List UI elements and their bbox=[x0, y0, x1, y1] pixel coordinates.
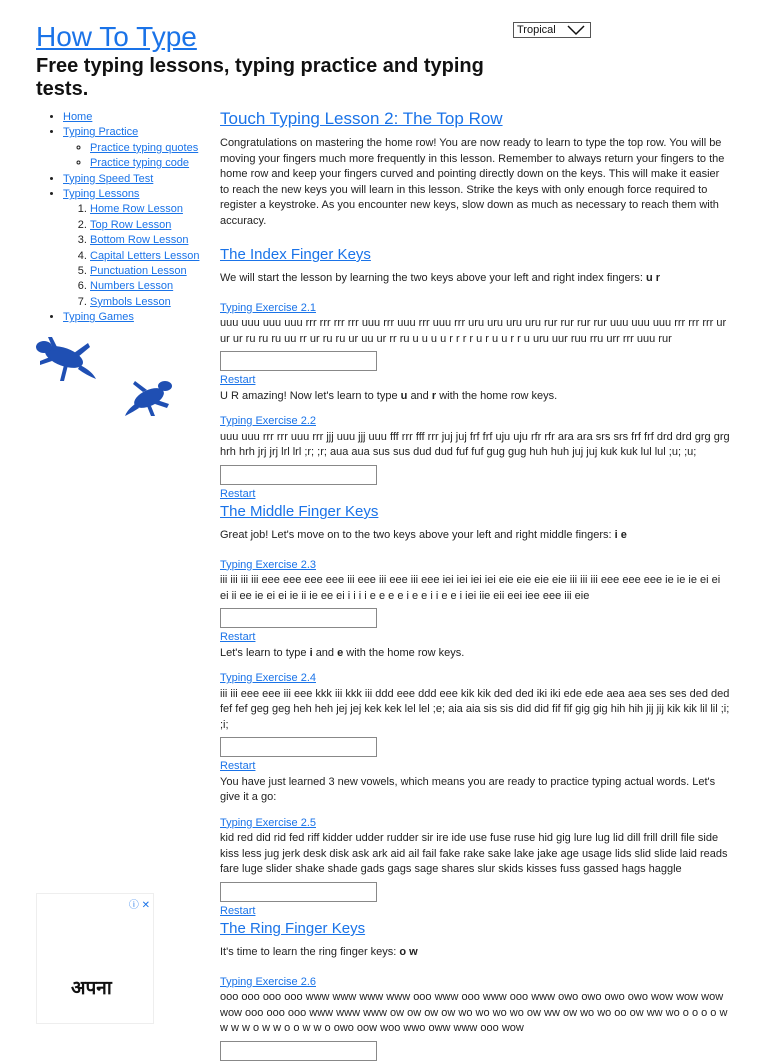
site-title bbox=[36, 20, 197, 54]
instruction-suffix: with the home row keys. bbox=[439, 389, 558, 402]
lesson-intro: Congratulations on mastering the home row! You are now ready to learn to type the top row. You will be moving your fingers much more frequently in this lesson. Remember to always return your fingers to the home row and keep your fingers curved and pointing directly down on the keys. This will make it easier to reach the new keys you will learn in this lesson. Strike the keys with only enough force required to register a keystroke. As you encounter new keys, slow down as much as necessary to reach them with accuracy. bbox=[220, 137, 725, 227]
words-intro: You have just learned 3 new vowels, which means you are ready to practice typing actual words. Let's give it a go: bbox=[220, 775, 716, 803]
nav-item-lesson bbox=[90, 233, 211, 248]
nav-link-games[interactable]: Typing Games bbox=[63, 311, 134, 324]
exercise-link-2-3[interactable]: Typing Exercise 2.3 bbox=[220, 558, 316, 571]
nav-item-code bbox=[90, 156, 211, 171]
nav-item-lesson bbox=[90, 202, 211, 217]
section-intro-middle bbox=[220, 528, 730, 544]
nav-item-lesson bbox=[90, 264, 211, 279]
nav-item-lesson bbox=[90, 249, 211, 264]
section-link-index[interactable]: The Index Finger Keys bbox=[220, 246, 371, 263]
theme-select-value: Tropical bbox=[517, 24, 556, 36]
typing-input-2-2[interactable] bbox=[220, 465, 377, 485]
nav-link-lesson[interactable]: Capital Letters Lesson bbox=[90, 249, 200, 262]
nav-link-lesson[interactable]: Top Row Lesson bbox=[90, 218, 172, 231]
key-label: i bbox=[309, 646, 313, 659]
lesson-title-link[interactable]: Touch Typing Lesson 2: The Top Row bbox=[220, 109, 503, 128]
instruction-prefix: U R amazing! Now let's learn to type bbox=[220, 389, 398, 402]
nav-link-lesson[interactable]: Numbers Lesson bbox=[90, 280, 174, 293]
nav-link-speed-test[interactable]: Typing Speed Test bbox=[63, 172, 154, 185]
nav-item-lesson bbox=[90, 295, 211, 310]
nav-item-games bbox=[63, 310, 211, 325]
exercise-link-2-6[interactable]: Typing Exercise 2.6 bbox=[220, 975, 316, 988]
nav-item-quotes bbox=[90, 141, 211, 156]
section-heading-ring bbox=[220, 919, 730, 939]
nav-link-lesson[interactable]: Home Row Lesson bbox=[90, 203, 183, 216]
exercise-link-2-1[interactable]: Typing Exercise 2.1 bbox=[220, 301, 316, 314]
ad-banner[interactable] bbox=[36, 893, 154, 1024]
instruction-and: and bbox=[315, 646, 335, 659]
gecko-icon bbox=[123, 378, 175, 418]
instruction-text bbox=[220, 389, 730, 405]
nav-item-speed-test bbox=[63, 172, 211, 187]
section-link-middle[interactable]: The Middle Finger Keys bbox=[220, 503, 379, 520]
nav-sublist-practice bbox=[63, 141, 211, 172]
section-intro-index bbox=[220, 271, 730, 287]
exercise-text-2-4: iii iii eee eee iii eee kkk iii kkk iii ddd eee ddd eee kik kik ded ded iki iki ede ede aea aea ses ses ded ded fef fef geg geg heh heh jej jej kek kek lel lel ;e; aia aia sis sis did did fif fif gig gig hih hih jij jij kik kik lil lil ;i; ;i; bbox=[220, 687, 730, 731]
instruction-suffix: with the home row keys. bbox=[346, 646, 465, 659]
chevron-down-icon bbox=[566, 23, 586, 41]
tagline: Free typing lessons, typing practice and typing tests. bbox=[36, 55, 484, 100]
nav-lesson-list bbox=[63, 202, 211, 310]
exercise-text-2-2: uuu uuu rrr rrr uuu rrr jjj uuu jjj uuu fff rrr fff rrr juj juj frf frf uju uju rfr rfr ara ara srs srs frf frf drd drd grg grg hrh hrh jrj jrj lrl lrl ;r; ;r; aua aua sus sus dud dud fuf fuf gug gug huh huh juj juj kuk kuk lul lul ;u; ;u; bbox=[220, 430, 730, 458]
restart-button[interactable]: Restart bbox=[220, 760, 256, 772]
keys-label: u r bbox=[645, 272, 661, 284]
key-label: r bbox=[431, 389, 437, 402]
typing-input-2-5[interactable] bbox=[220, 882, 377, 902]
nav-link-lesson[interactable]: Symbols Lesson bbox=[90, 295, 171, 308]
instruction-and: and bbox=[410, 389, 429, 402]
restart-button[interactable]: Restart bbox=[220, 904, 256, 917]
exercise-link-2-4[interactable]: Typing Exercise 2.4 bbox=[220, 672, 316, 684]
nav-link-home[interactable]: Home bbox=[63, 111, 93, 123]
section-link-ring[interactable]: The Ring Finger Keys bbox=[220, 920, 366, 937]
section-heading-index bbox=[220, 245, 730, 265]
ad-choices-icon[interactable]: ⓘ ✕ bbox=[128, 900, 150, 911]
ad-text: अपना bbox=[71, 978, 112, 999]
keys-label: o w bbox=[399, 946, 418, 958]
sidebar-nav bbox=[36, 110, 211, 326]
main-content bbox=[220, 108, 730, 1061]
nav-link-typing-practice[interactable]: Typing Practice bbox=[63, 126, 139, 139]
nav-item-lesson bbox=[90, 218, 211, 233]
section-intro-ring bbox=[220, 945, 730, 961]
section-intro-text: Great job! Let's move on to the two keys above your left and right middle fingers: bbox=[220, 529, 612, 541]
typing-input-2-6[interactable] bbox=[220, 1041, 377, 1061]
key-label: u bbox=[400, 389, 408, 402]
theme-select[interactable] bbox=[513, 22, 591, 38]
exercise-text-2-3: iii iii iii iii eee eee eee eee iii eee iii eee iii eee iei iei iei iei eie eie eie eie iii iii iii eee eee eee ie ie ie ei ei ei ii ee ie ei ei ie ii ie ee ei i i i i e e e e i e e i i e e i iei iie eii eei iee eee iii eie bbox=[220, 574, 721, 602]
nav-link-lessons[interactable]: Typing Lessons bbox=[63, 188, 140, 201]
exercise-link-2-5[interactable]: Typing Exercise 2.5 bbox=[220, 816, 316, 829]
restart-button[interactable]: Restart bbox=[220, 631, 256, 643]
nav-link-code[interactable]: Practice typing code bbox=[90, 157, 190, 170]
restart-button[interactable]: Restart bbox=[220, 487, 256, 500]
restart-button[interactable]: Restart bbox=[220, 374, 256, 386]
key-label: e bbox=[337, 646, 344, 659]
keys-label: i e bbox=[614, 529, 627, 541]
nav-item-home bbox=[63, 110, 211, 125]
home-title-link[interactable]: How To Type bbox=[36, 21, 197, 52]
lesson-title bbox=[220, 108, 730, 130]
typing-input-2-1[interactable] bbox=[220, 351, 377, 371]
section-intro-text: We will start the lesson by learning the two keys above your left and right index fingers: bbox=[220, 272, 643, 284]
typing-input-2-3[interactable] bbox=[220, 608, 377, 628]
nav-link-lesson[interactable]: Bottom Row Lesson bbox=[90, 234, 189, 247]
exercise-text-2-5: kid red did rid fed riff kidder udder rudder sir ire ide use fuse ruse hid gig lure lug lid dill frill drill file side kiss less jug jerk desk disk ask ark aid ail fail fake rake sake lake jake age usage lids slid slide laid reads fare luge slider shake shade gads gags sage shares slur skids kisses fuss gassed hags haggle bbox=[220, 832, 728, 875]
nav-link-lesson[interactable]: Punctuation Lesson bbox=[90, 265, 187, 278]
nav-item-lesson bbox=[90, 279, 211, 294]
instruction-text bbox=[220, 646, 730, 662]
gecko-icon bbox=[34, 335, 100, 383]
nav-item-lessons bbox=[63, 187, 211, 310]
nav-item-typing-practice bbox=[63, 125, 211, 171]
nav-link-quotes[interactable]: Practice typing quotes bbox=[90, 141, 199, 154]
typing-input-2-4[interactable] bbox=[220, 737, 377, 757]
instruction-prefix: Let's learn to type bbox=[220, 646, 307, 659]
exercise-text-2-6: ooo ooo ooo ooo www www www www ooo www ooo www ooo www owo owo owo owo wow wow wow wow ooo ooo ooo www www www ow ow ow ow wo wo wo wo ow ww ow wo wo oo ow ww wo o o o o w w w w o w w o o w w o owo oow woo wwo oww www ooo wow bbox=[220, 991, 728, 1034]
exercise-link-2-2[interactable]: Typing Exercise 2.2 bbox=[220, 415, 316, 427]
section-heading-middle bbox=[220, 502, 730, 522]
section-intro-text: It's time to learn the ring finger keys: bbox=[220, 946, 397, 958]
exercise-text-2-1: uuu uuu uuu uuu rrr rrr rrr rrr uuu rrr uuu rrr uuu rrr uru uru uru uru rur rur rur rur uuu uuu uuu rrr rrr rrr ur ur ur ru ru ru uu rr ur ru ru ur uu ur rr ru u u u u r r r r u r u u r r u uru uur ruu rru urr rrr uuu rur bbox=[220, 317, 727, 345]
nav-list bbox=[36, 110, 211, 326]
